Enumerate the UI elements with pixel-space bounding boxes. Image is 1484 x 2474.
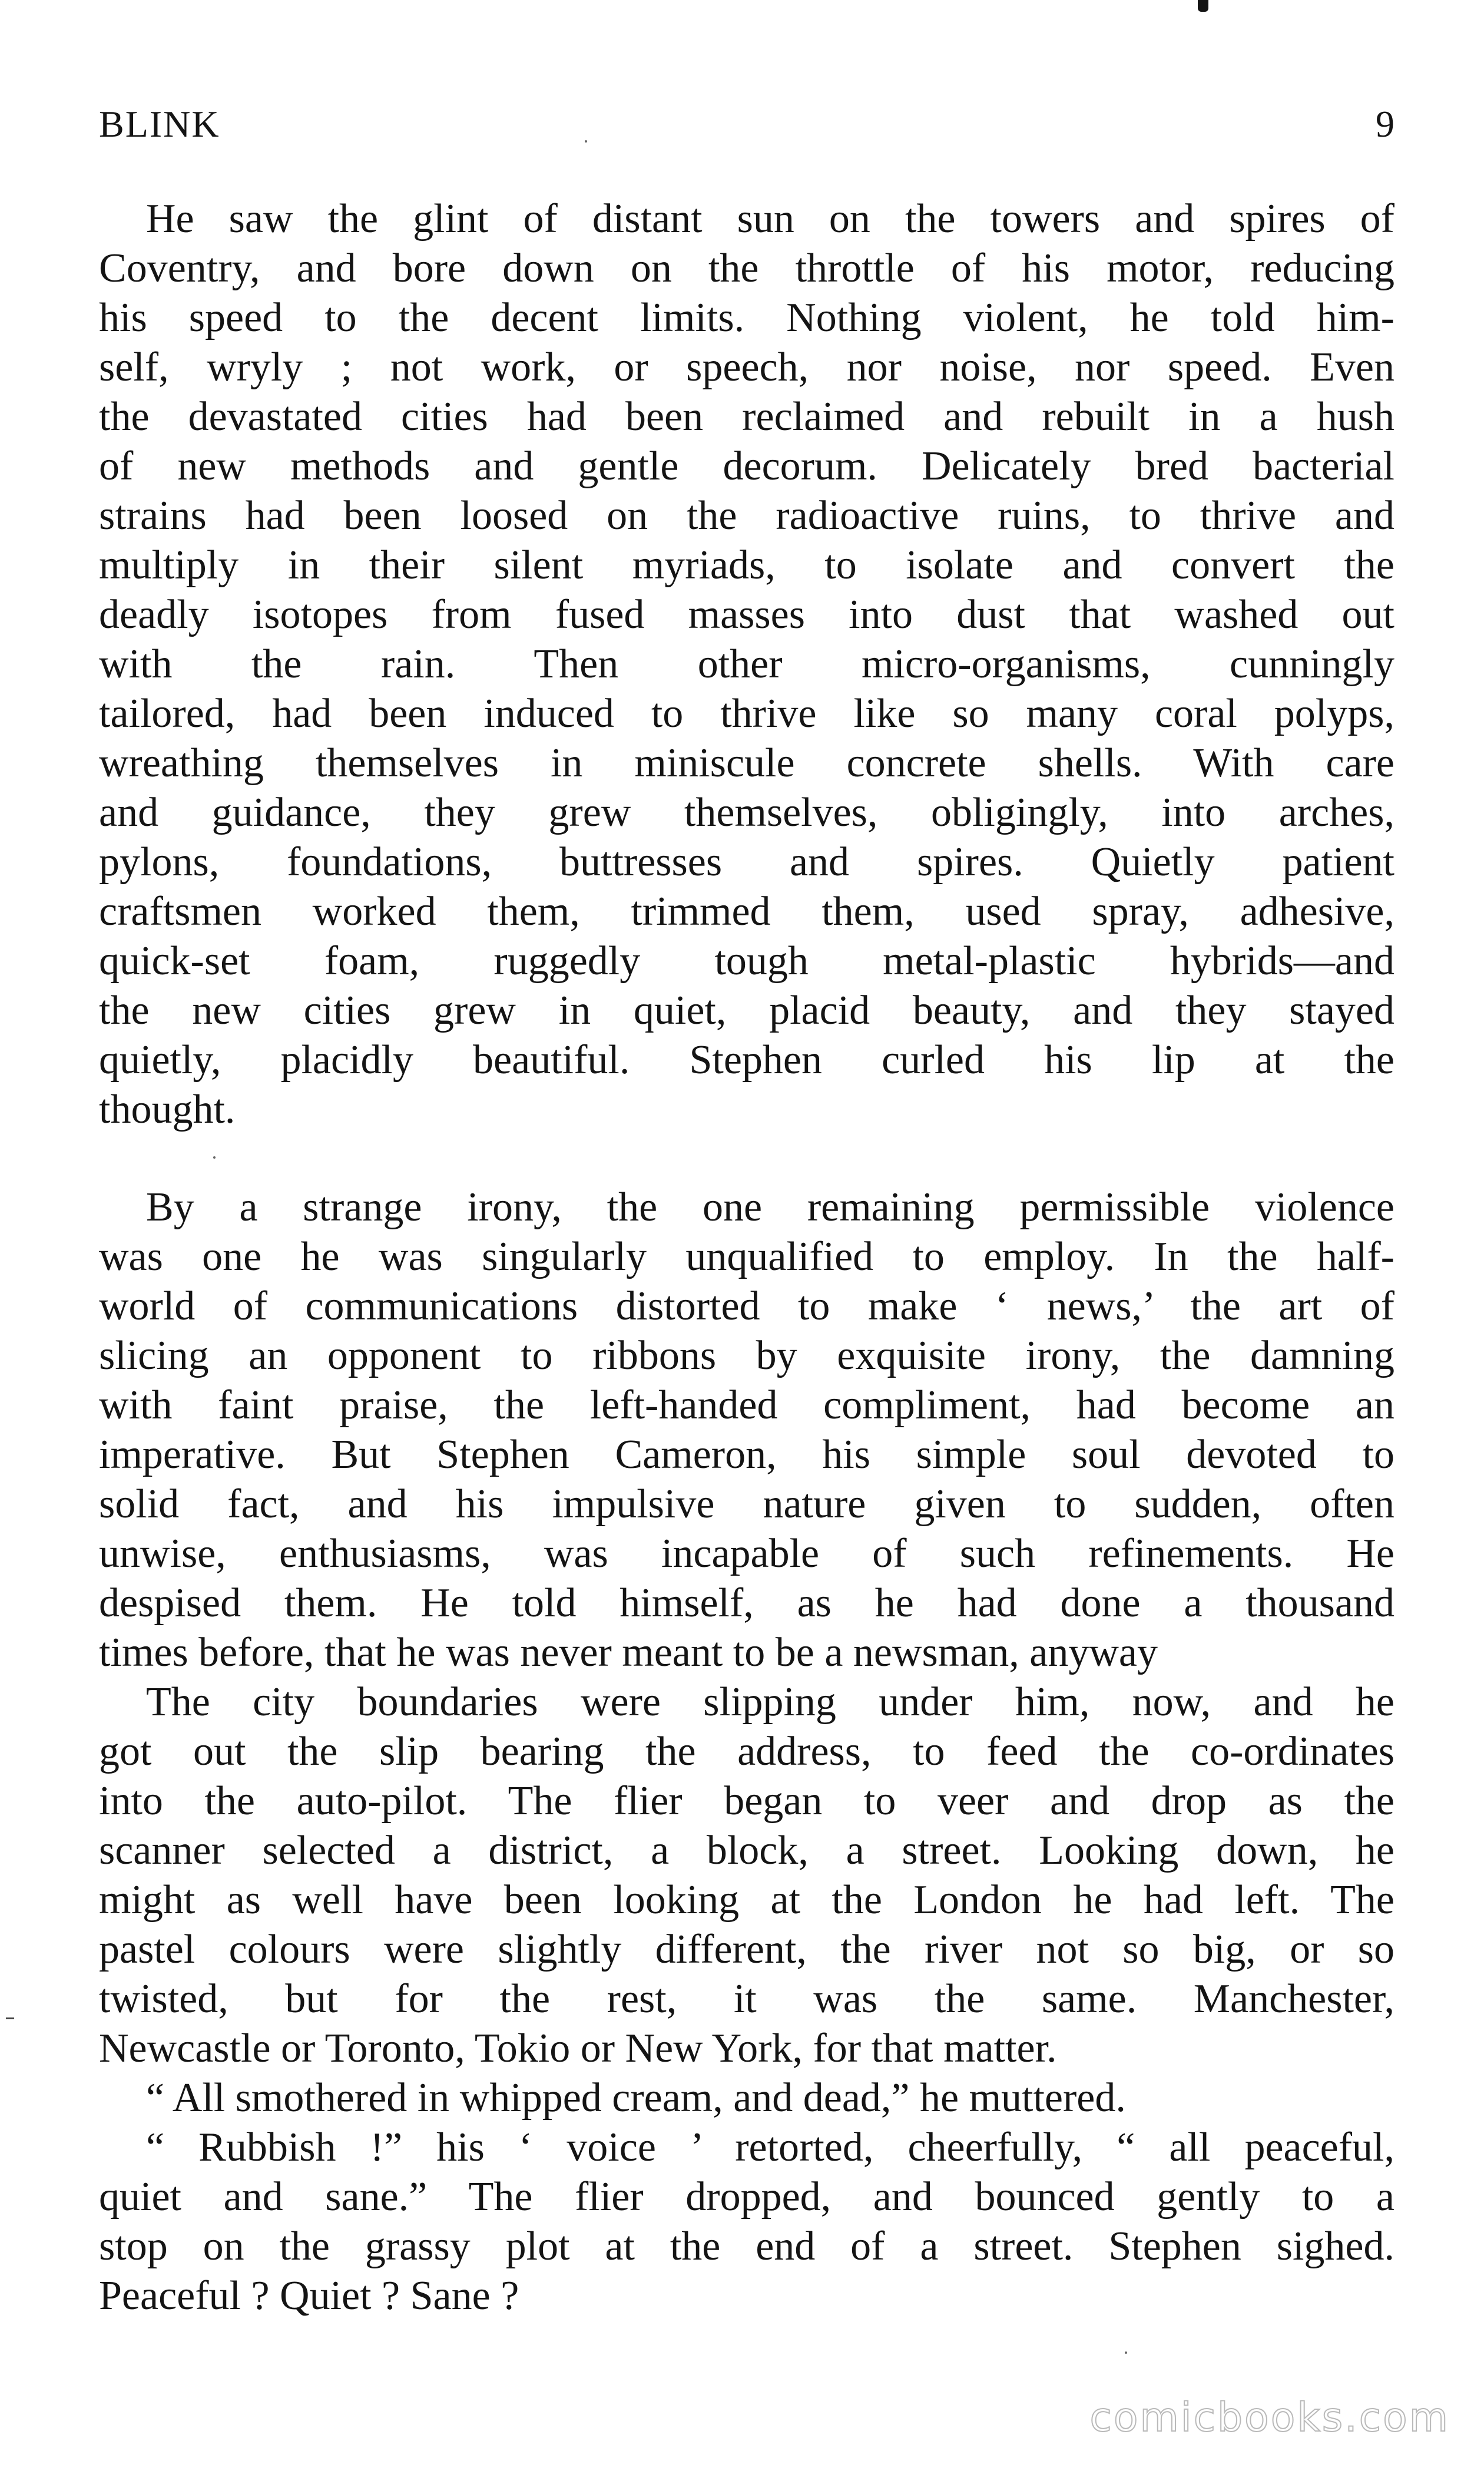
ink-blot-mark bbox=[1198, 0, 1208, 12]
text-line: twisted, but for the rest, it was the same. Manchester, bbox=[99, 1976, 1394, 2022]
text-line: got out the slip bearing the address, to feed the co-ordinates bbox=[99, 1729, 1394, 1774]
text-line: The city boundaries were slipping under him, now, and he bbox=[146, 1679, 1394, 1725]
text-line: stop on the grassy plot at the end of a street. Stephen sighed. bbox=[99, 2224, 1394, 2269]
text-line: imperative. But Stephen Cameron, his simple soul devoted to bbox=[99, 1432, 1394, 1477]
paragraph bbox=[99, 2123, 1394, 2321]
text-line: solid fact, and his impulsive nature given to sudden, often bbox=[99, 1481, 1394, 1527]
text-line: pastel colours were slightly different, the river not so big, or so bbox=[99, 1927, 1394, 1972]
body-text bbox=[99, 194, 1394, 2321]
text-line: pylons, foundations, buttresses and spires. Quietly patient bbox=[99, 839, 1394, 885]
text-line: of new methods and gentle decorum. Delicately bred bacterial bbox=[99, 444, 1394, 489]
text-line: despised them. He told himself, as he had done a thousand bbox=[99, 1580, 1394, 1626]
text-line: quiet and sane.” The flier dropped, and bounced gently to a bbox=[99, 2174, 1394, 2220]
page-header bbox=[99, 98, 1394, 151]
text-line: world of communications distorted to make ‘ news,’ the art of bbox=[99, 1284, 1394, 1329]
text-line: Peaceful ? Quiet ? Sane ? bbox=[99, 2273, 519, 2318]
text-line: “ All smothered in whipped cream, and dead,” he muttered. bbox=[146, 2075, 1126, 2121]
text-line: quick-set foam, ruggedly tough metal-plastic hybrids—and bbox=[99, 938, 1394, 984]
text-line: was one he was singularly unqualified to employ. In the half- bbox=[99, 1234, 1394, 1279]
paragraph bbox=[99, 1678, 1394, 2073]
text-line: times before, that he was never meant to be a newsman, anyway bbox=[99, 1630, 1158, 1675]
site-watermark: comicbooks.com bbox=[1089, 2394, 1450, 2441]
speck-mark bbox=[1125, 2351, 1127, 2354]
text-line: Newcastle or Toronto, Tokio or New York, for that matter. bbox=[99, 2026, 1057, 2071]
running-title: BLINK bbox=[99, 103, 220, 145]
text-line: self, wryly ; not work, or speech, nor noise, nor speed. Even bbox=[99, 345, 1394, 390]
text-line: wreathing themselves in miniscule concrete shells. With care bbox=[99, 740, 1394, 786]
text-line: “ Rubbish !” his ‘ voice ’ retorted, cheerfully, “ all peaceful, bbox=[146, 2125, 1394, 2170]
text-line: the devastated cities had been reclaimed and rebuilt in a hush bbox=[99, 394, 1394, 439]
text-line: By a strange irony, the one remaining permissible violence bbox=[146, 1185, 1394, 1230]
paragraph-gap bbox=[99, 1135, 1394, 1183]
text-line: strains had been loosed on the radioactive ruins, to thrive and bbox=[99, 493, 1394, 538]
paragraph bbox=[99, 194, 1394, 1135]
paragraph bbox=[99, 1183, 1394, 1678]
text-line: craftsmen worked them, trimmed them, used spray, adhesive, bbox=[99, 889, 1394, 934]
margin-mark bbox=[6, 2017, 14, 2019]
text-line: Coventry, and bore down on the throttle of his motor, reducing bbox=[99, 246, 1394, 291]
text-line: and guidance, they grew themselves, obligingly, into arches, bbox=[99, 790, 1394, 835]
text-line: with faint praise, the left-handed compliment, had become an bbox=[99, 1382, 1394, 1428]
text-line: his speed to the decent limits. Nothing violent, he told him- bbox=[99, 295, 1394, 340]
text-line: might as well have been looking at the London he had left. The bbox=[99, 1877, 1394, 1923]
paragraph bbox=[99, 2073, 1394, 2123]
text-line: thought. bbox=[99, 1087, 236, 1132]
text-line: deadly isotopes from fused masses into dust that washed out bbox=[99, 592, 1394, 637]
text-line: multiply in their silent myriads, to isolate and convert the bbox=[99, 543, 1394, 588]
text-line: the new cities grew in quiet, placid beauty, and they stayed bbox=[99, 988, 1394, 1033]
text-line: tailored, had been induced to thrive like so many coral polyps, bbox=[99, 691, 1394, 736]
speck-mark bbox=[585, 140, 587, 143]
text-line: into the auto-pilot. The flier began to veer and drop as the bbox=[99, 1778, 1394, 1824]
page-number: 9 bbox=[1376, 103, 1394, 145]
text-line: unwise, enthusiasms, was incapable of such refinements. He bbox=[99, 1531, 1394, 1576]
text-line: with the rain. Then other micro-organisms, cunningly bbox=[99, 641, 1394, 687]
text-line: quietly, placidly beautiful. Stephen curled his lip at the bbox=[99, 1037, 1394, 1083]
text-line: He saw the glint of distant sun on the towers and spires of bbox=[146, 196, 1394, 242]
text-line: scanner selected a district, a block, a street. Looking down, he bbox=[99, 1828, 1394, 1873]
text-line: slicing an opponent to ribbons by exquisite irony, the damning bbox=[99, 1333, 1394, 1378]
